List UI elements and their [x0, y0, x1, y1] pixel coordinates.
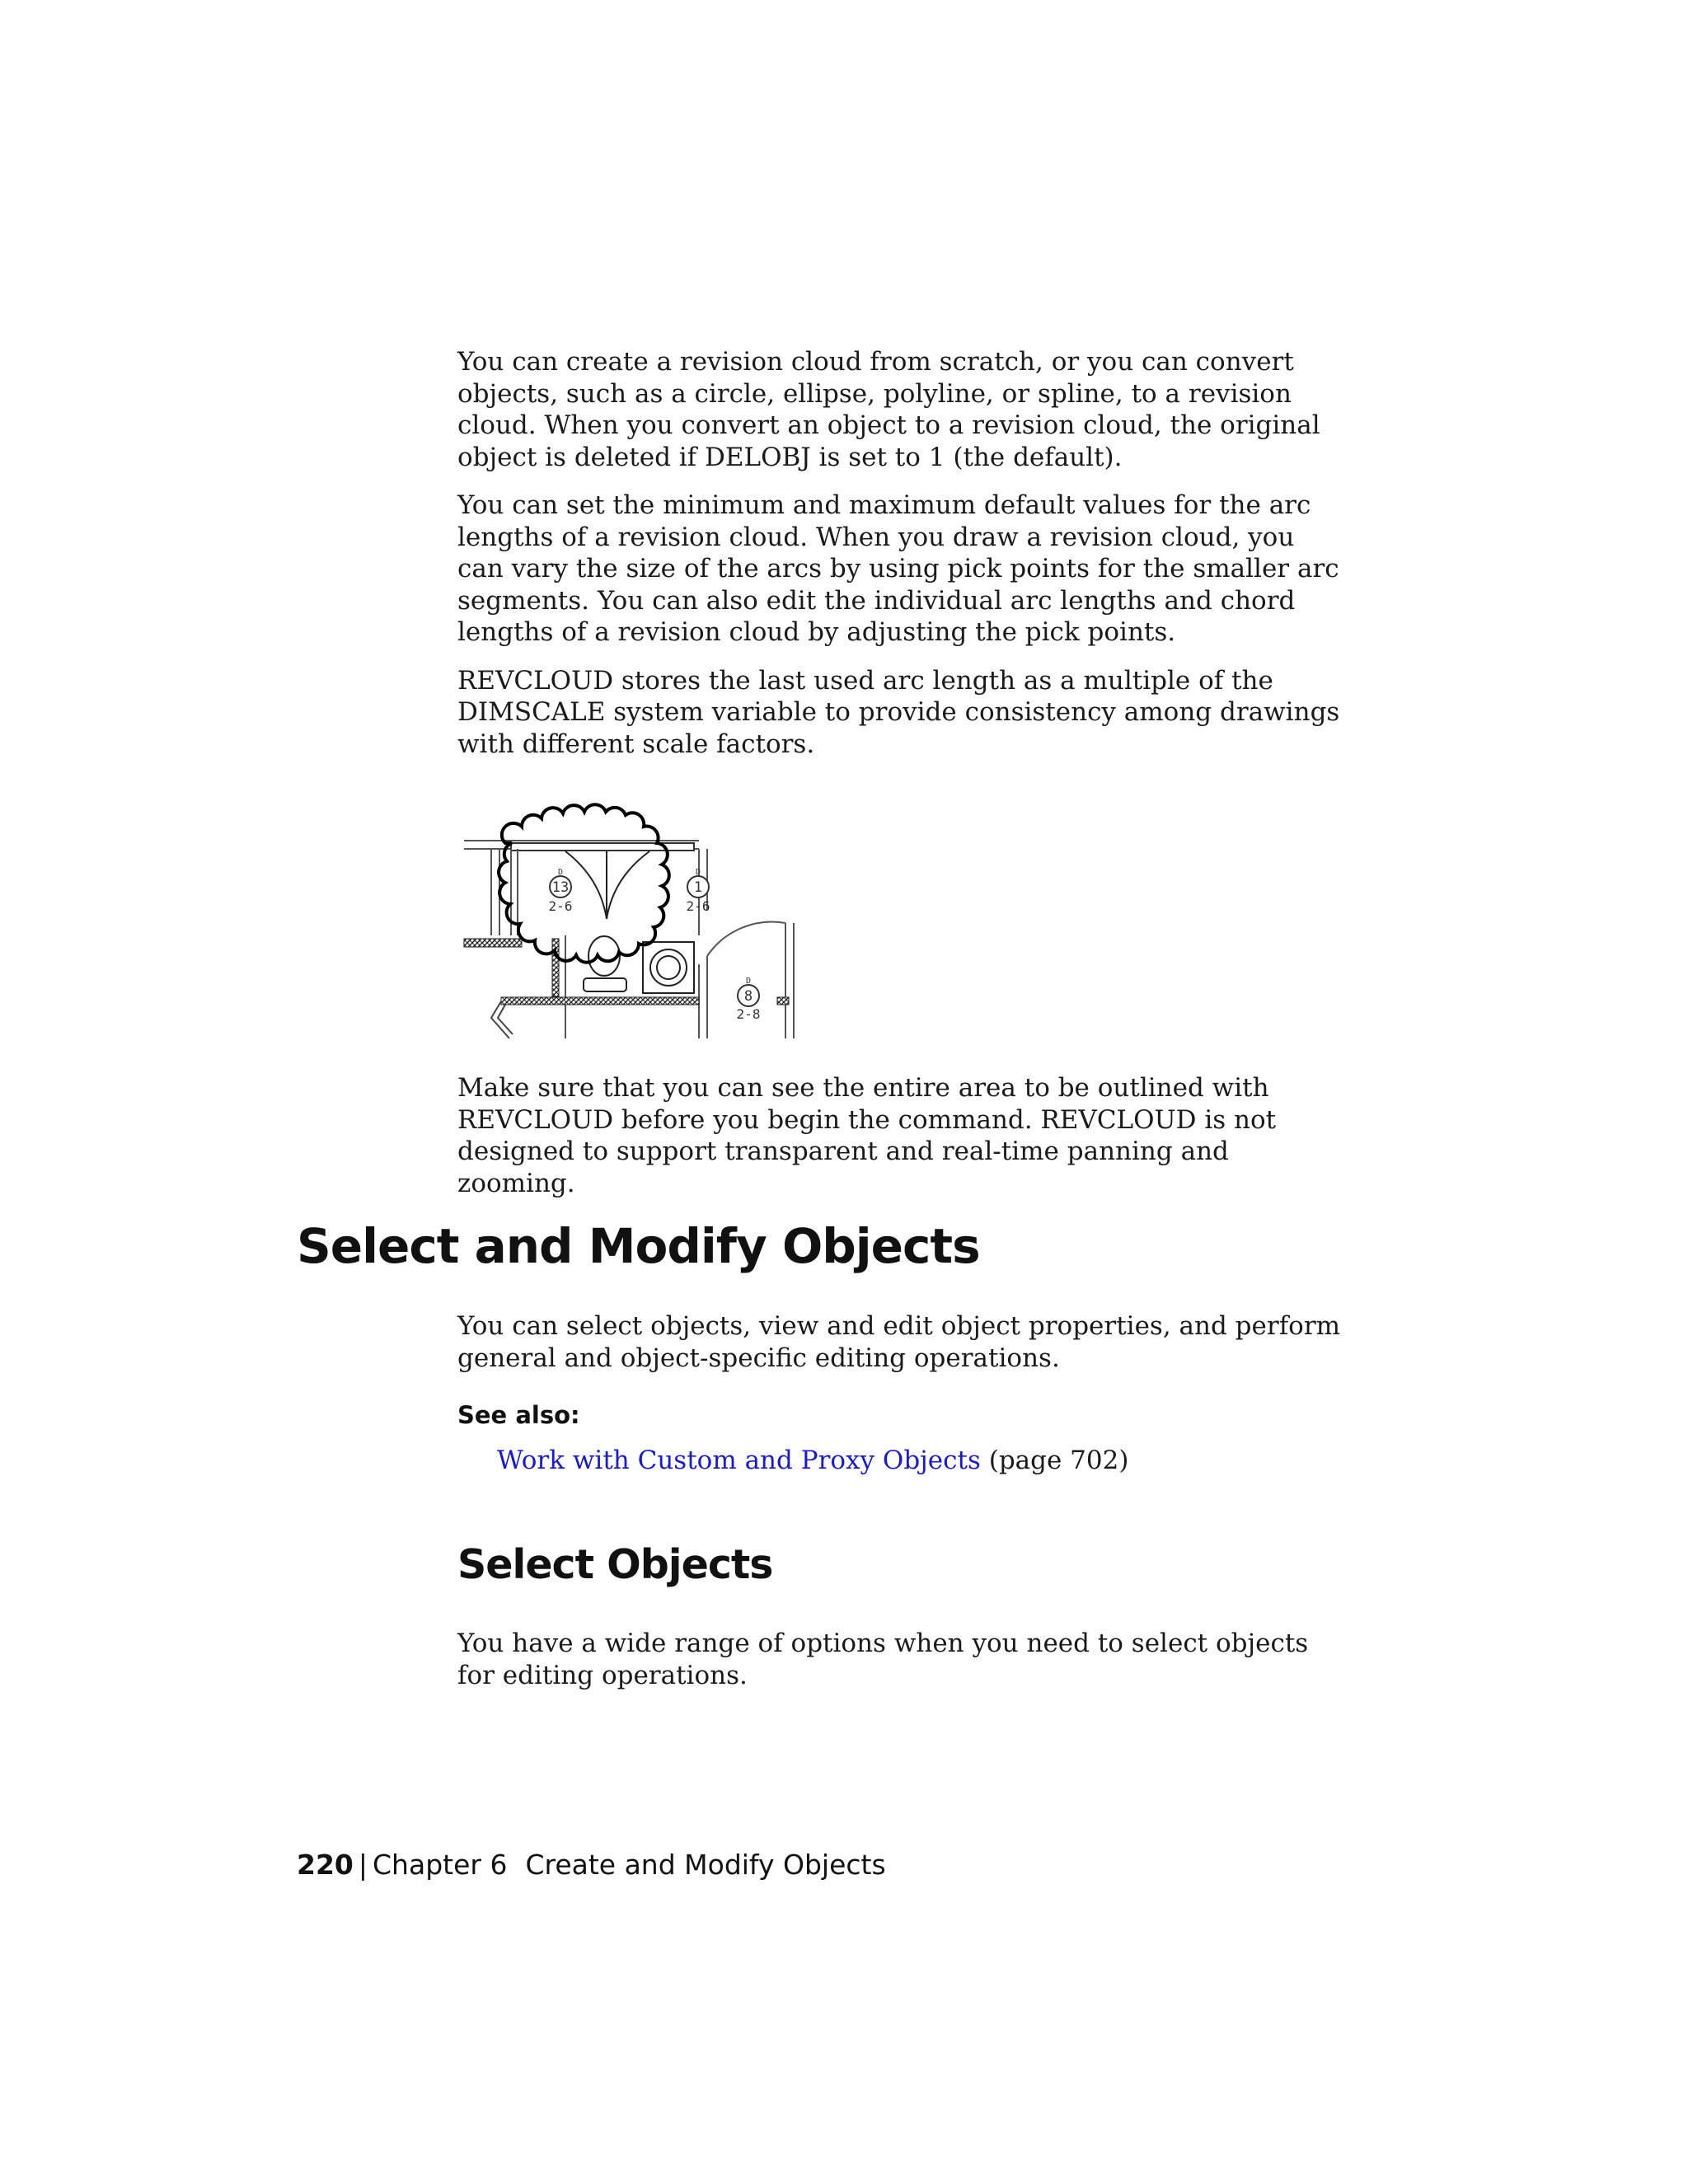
- revision-cloud-figure: [460, 787, 798, 1044]
- body-paragraph: REVCLOUD stores the last used arc length as a multiple of the DIMSCALE system variable to provide consistency among drawings with different scale factors.: [457, 665, 1340, 759]
- tag-label: 2-6: [548, 898, 573, 914]
- footer-separator: |: [358, 1849, 368, 1881]
- page-reference: (page 702): [988, 1446, 1129, 1475]
- section-heading: Select and Modify Objects: [297, 1218, 980, 1274]
- body-paragraph: You can set the minimum and maximum default values for the arc lengths of a revision cloud. When you draw a revision cloud, you can vary the size of the arcs by using pick points for the smaller arc segments. You can also edit the individual arc lengths and chord lengths of a revision cloud by adjusting the pick points.: [457, 490, 1339, 647]
- cross-reference-link[interactable]: Work with Custom and Proxy Objects: [497, 1446, 981, 1475]
- body-paragraph: You can create a revision cloud from scratch, or you can convert objects, such as a circle, ellipse, polyline, or spline, to a revision cloud. When you convert an object to a revision cloud, the original object is deleted if DELOBJ is set to 1 (the default).: [457, 347, 1320, 472]
- page-footer: [297, 1849, 886, 1881]
- tag-top: D: [695, 868, 701, 877]
- intro-paragraphs: [457, 346, 1348, 760]
- subsection-heading: Select Objects: [457, 1541, 773, 1588]
- tag-number: 1: [693, 879, 703, 896]
- chapter-title: Create and Modify Objects: [525, 1849, 886, 1881]
- body-paragraph: Make sure that you can see the entire area to be outlined with REVCLOUD before you begin the command. REVCLOUD is not designed to support transparent and real-time panning and zooming.: [457, 1073, 1277, 1198]
- section1-body: [457, 1310, 1348, 1374]
- see-also-label: See also:: [457, 1401, 580, 1429]
- tag-label: 2-6: [686, 898, 710, 914]
- tag-number: 13: [551, 879, 570, 896]
- revision-cloud-icon: [499, 804, 669, 963]
- tag-top: D: [745, 977, 752, 986]
- after-figure-block: [457, 1072, 1348, 1199]
- body-paragraph: You have a wide range of options when you need to select objects for editing operations.: [457, 1629, 1309, 1690]
- section2-body: [457, 1628, 1348, 1691]
- chapter-label: Chapter 6: [373, 1849, 508, 1881]
- tag-number: 8: [743, 988, 753, 1005]
- body-paragraph: You can select objects, view and edit object properties, and perform general and object-specific editing operations.: [457, 1311, 1341, 1373]
- page-number: 220: [297, 1849, 354, 1881]
- see-also-entry: [497, 1446, 1128, 1475]
- tag-top: D: [557, 868, 564, 877]
- tag-label: 2-8: [736, 1006, 761, 1022]
